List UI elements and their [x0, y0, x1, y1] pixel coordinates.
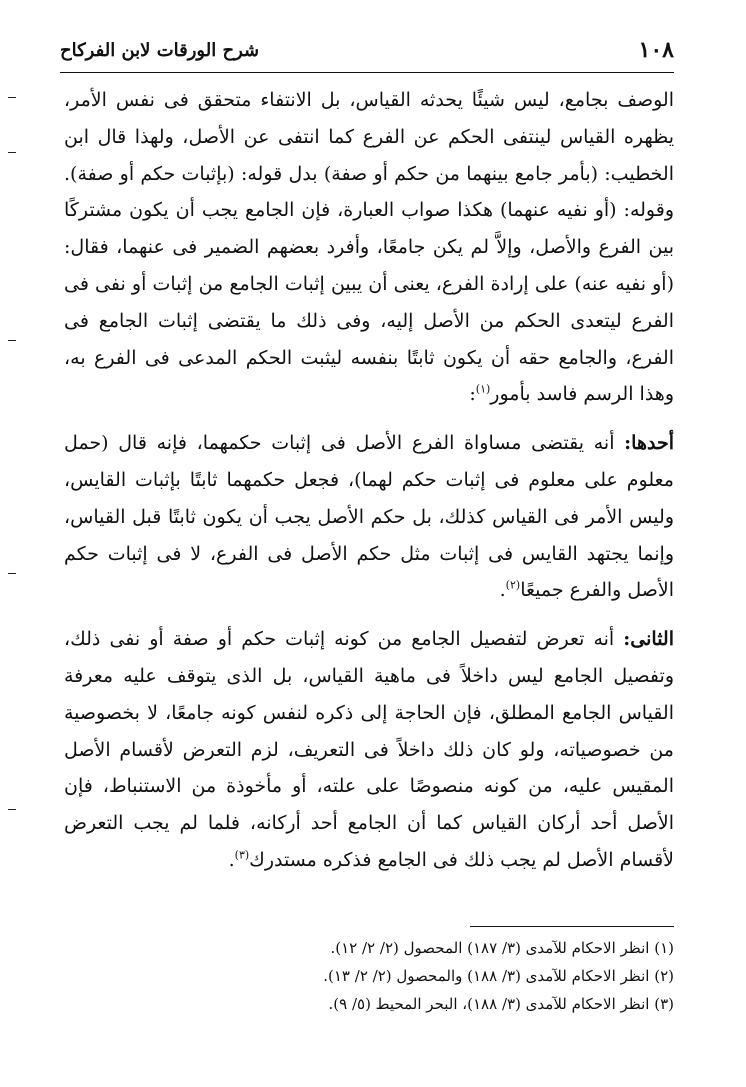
paragraph-1-end: : [469, 383, 476, 406]
footnote-1: (١) انظر الاحكام للآمدى (٣/ ١٨٧) المحصول (٢/ ٢/ ١٢). [330, 939, 674, 957]
paragraph-1-text: الوصف بجامع، ليس شيئًا يحدثه القياس، بل الانتفاء متحقق فى نفس الأمر، يظهره القياس لينتفى الحكم عن الفرع كما انتفى عن الأصل، ولهذا قال ابن الخطيب: (بأمر جامع بينهما من حكم أو صفة) بدل قوله: (بإثبات حكم أو صفة). وقوله: (أو نفيه عنهما) هكذا صواب العبارة، فإن الجامع يجب أن يكون مشتركًا بين الفرع والأصل، وإلاَّ لم يكن جامعًا، وأفرد بعضهم الضمير فى عنهما، فقال: (أو نفيه عنه) على إرادة الفرع، يعنى أن يبين إثبات الجامع من إثبات أو نفى فى الفرع ليتعدى الحكم من الأصل إليه، وفى ذلك ما يقتضى إثبات الجامع فى الفرع، والجامع حقه أن يكون ثابتًا بنفسه ليثبت الحكم المدعى فى الفرع به، وهذا الرسم فاسد بأمور [64, 89, 674, 406]
footnotes [64, 934, 674, 1018]
margin-mark [8, 809, 16, 810]
footnote-2: (٢) انظر الاحكام للآمدى (٣/ ١٨٨) والمحصول (٢/ ٢/ ١٣). [323, 967, 674, 985]
header-rule [60, 72, 674, 73]
paragraph-3-end: . [228, 848, 235, 871]
footnote-3: (٣) انظر الاحكام للآمدى (٣/ ١٨٨)، البحر المحيط (٥/ ٩). [328, 995, 674, 1013]
footnote-ref-2: (٢) [505, 579, 521, 593]
running-title: شرح الورقات لابن الفركاح [60, 39, 260, 61]
paragraph-2-label: أحدها: [624, 432, 674, 455]
paragraph-2-text: أنه يقتضى مساواة الفرع الأصل فى إثبات حكمهما، فإنه قال (حمل معلوم على معلوم فى إثبات حكم لهما)، فجعل حكمهما ثابتًا بإثبات القايس، وليس الأمر فى القياس كذلك، بل حكم الأصل يجب أن يكون ثابتًا قبل القياس، وإنما يجتهد القايس فى إثبات مثل حكم الأصل فى الفرع، لا فى إثبات حكم الأصل والفرع جميعًا [64, 432, 674, 602]
footnote-rule [470, 926, 674, 927]
paragraph-2-end: . [499, 579, 506, 602]
footnote-ref-3: (٣) [234, 848, 250, 862]
paragraph-3 [64, 621, 674, 879]
page-header [60, 30, 674, 70]
page-number: ١٠٨ [638, 37, 674, 63]
paragraph-3-text: أنه تعرض لتفصيل الجامع من كونه إثبات حكم أو صفة أو نفى ذلك، وتفصيل الجامع ليس داخلاً فى ماهية القياس، بل الذى يتوقف عليه معرفة القياس الجامع المطلق، فإن الحاجة إلى ذكره لنفس كونه جامعًا، لا بخصوصية من خصوصياته، ولو كان ذلك داخلاً فى التعريف، لزم التعرض لأقسام الأصل المقيس عليه، من كونه منصوصًا على علته، أو مأخوذة من الاستنباط، فإن الأصل أحد أركان القياس كما أن الجامع أحد أركانه، فلما لم يجب التعرض لأقسام الأصل لم يجب ذلك فى الجامع فذكره مستدرك [64, 628, 674, 871]
main-text [64, 82, 674, 891]
margin-mark [8, 340, 16, 341]
footnote-ref-1: (١) [475, 383, 491, 397]
paragraph-2 [64, 425, 674, 609]
margin-mark [8, 97, 16, 98]
paragraph-1 [64, 82, 674, 413]
paragraph-3-label: الثانى: [623, 628, 674, 651]
margin-mark [8, 573, 16, 574]
margin-mark [8, 152, 16, 153]
